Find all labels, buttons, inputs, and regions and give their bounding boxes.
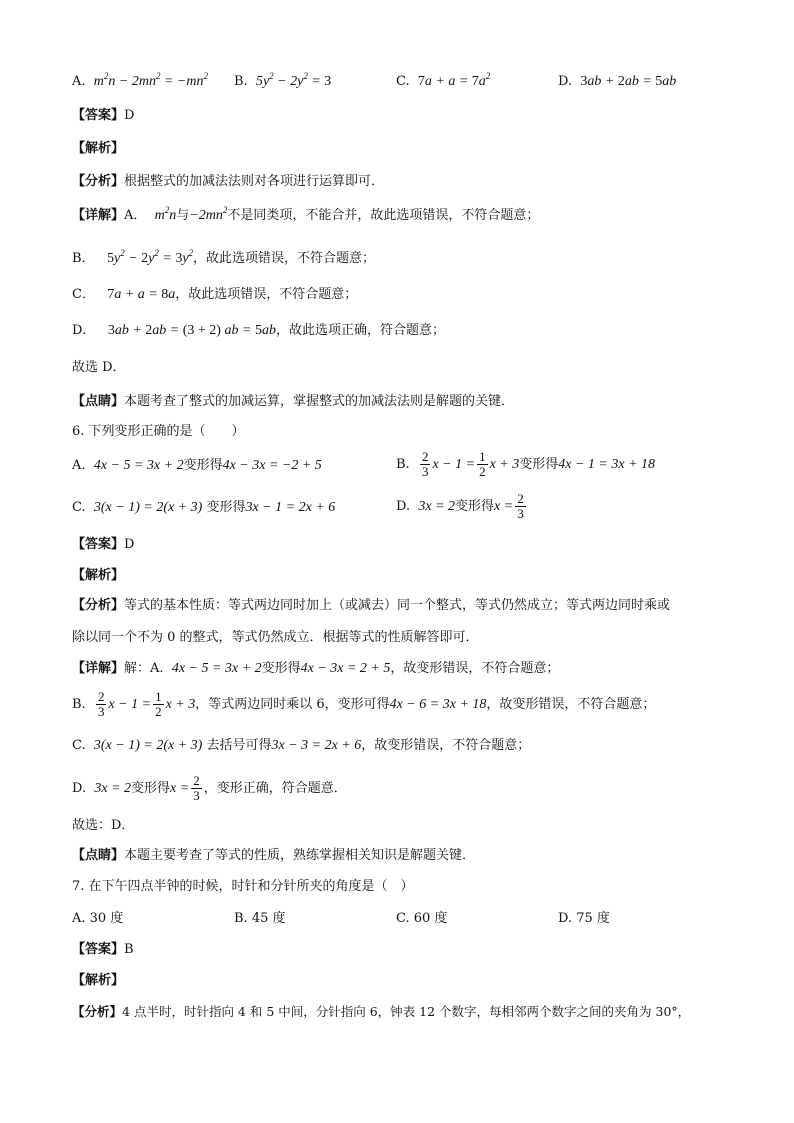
q5-option-d: D. 3ab + 2ab = 5ab [558,74,677,89]
q6-jiexi: 【解析】 [72,568,125,583]
q5-xiangjie-d: D． 3ab + 2ab = (3 + 2) ab = 5ab，故此选项正确，符合题意； [72,323,445,338]
q5-dianjing: 【点睛】本题考查了整式的加减运算，掌握整式的加减法法则是解题的关键． [72,394,515,409]
q5-option-a: A. $m^2n - 2mn^2 = -mn^2$ [72,71,208,89]
q6-xiangjie-b: B. $\frac{2}{3}$ x − 1 = $\frac{1}{2}$ x + 3，等式两边同时乘以 6，变形可得4x − 6 = 3x + 18，故变形错误，不符合题意； [72,689,656,719]
q7-option-c: C. 60 度 [396,911,448,926]
q6-answer: 【答案】D [72,537,135,552]
q7-option-d: D. 75 度 [558,911,610,926]
q5-guxuan: 故选 D． [72,360,126,375]
q6-option-b: B. $\frac{2}{3}$ x − 1 = $\frac{1}{2}$ x + 3变形得4x − 1 = 3x + 18 [396,449,656,479]
q5-fenxi: 【分析】根据整式的加减法法则对各项进行运算即可． [72,174,385,189]
q7-jiexi: 【解析】 [72,973,125,988]
q5-xiangjie-a: 【详解】A． $m^2n$与$-2mn^2$不是同类项，不能合并，故此选项错误，不符合题意； [72,205,540,223]
q6-stem: 6. 下列变形正确的是（ ） [72,424,245,439]
q6-dianjing: 【点睛】本题主要考查了等式的性质，熟练掌握相关知识是解题关键． [72,848,476,863]
q6-fenxi-2: 除以同一个不为 0 的整式，等式仍然成立．根据等式的性质解答即可． [72,630,479,645]
q6-xiangjie-a: 【详解】解：A. 4x − 5 = 3x + 2变形得4x − 3x = 2 + 5，故变形错误，不符合题意； [72,661,560,676]
q7-option-b: B. 45 度 [234,911,286,926]
q6-fenxi-1: 【分析】等式的基本性质：等式两边同时加上（或减去）同一个整式，等式仍然成立；等式两边同时乘或 [72,598,671,613]
q5-answer: 【答案】D [72,108,135,123]
q6-option-a: A. 4x − 5 = 3x + 2变形得4x − 3x = −2 + 5 [72,458,322,473]
q5-jiexi: 【解析】 [72,141,125,156]
q5-xiangjie-b: B． $5y^2 - 2y^2 = 3y^2$，故此选项错误，不符合题意； [72,248,376,266]
q5-option-c: C. $7a + a = 7a^2$ [396,71,491,89]
q6-xiangjie-c: C. 3(x − 1) = 2(x + 3) 去括号可得3x − 3 = 2x + 6，故变形错误，不符合题意； [72,738,531,753]
q5-option-b: B. $5y^2 - 2y^2 = 3$ [234,71,332,89]
q7-stem: 7. 在下午四点半钟的时候，时针和分针所夹的角度是（ ） [72,879,414,894]
q7-fenxi: 【分析】4 点半时，时针指向 4 和 5 中间，分针指向 6，钟表 12 个数字，每相邻两个数字之间的夹角为 30°， [72,1004,691,1019]
q7-answer: 【答案】B [72,942,134,957]
q7-option-a: A. 30 度 [72,911,124,926]
q6-option-d: D. 3x = 2变形得x = $\frac{2}{3}$ [396,491,524,521]
q6-guxuan: 故选：D． [72,818,135,833]
q6-xiangjie-d: D. 3x = 2变形得x = $\frac{2}{3}$ ，变形正确，符合题意． [72,773,347,803]
q5-xiangjie-c: C． 7a + a = 8a，故此选项错误，不符合题意； [72,287,358,302]
q6-option-c: C. 3(x − 1) = 2(x + 3) 变形得3x − 1 = 2x + 6 [72,500,336,515]
